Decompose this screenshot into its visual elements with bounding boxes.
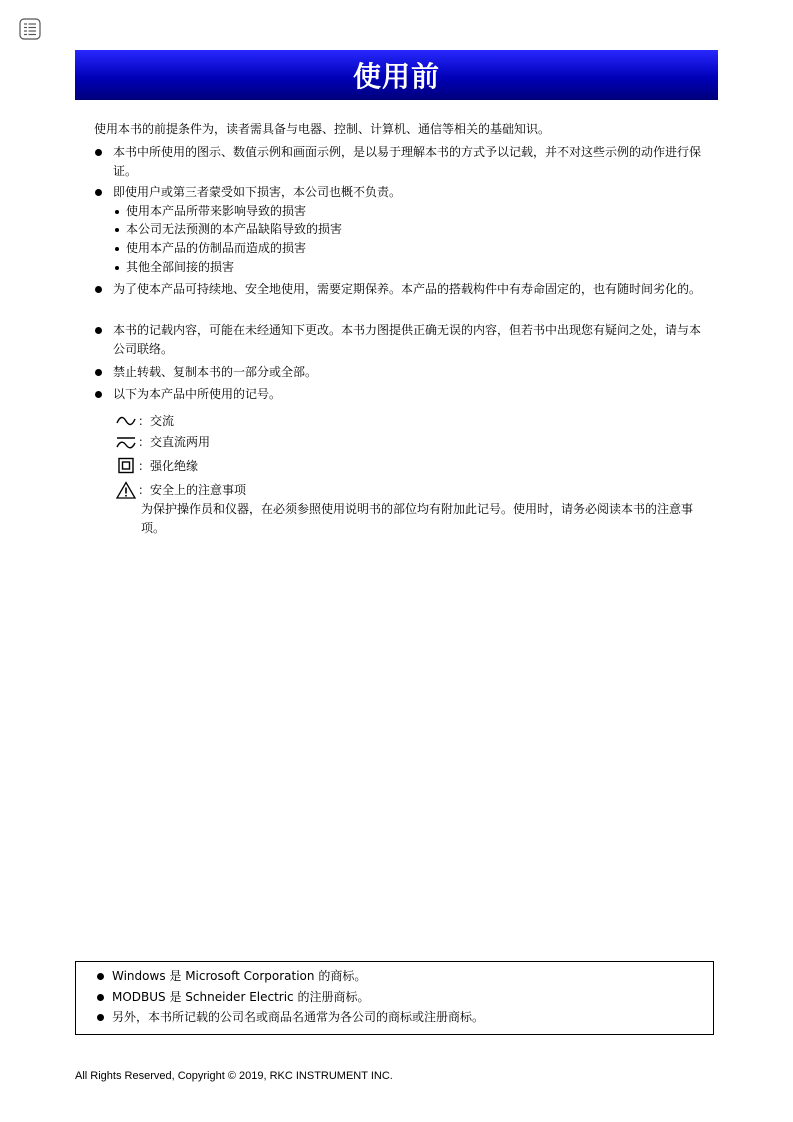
bullet-dot <box>95 149 102 156</box>
trademark-text: Windows 是 Microsoft Corporation 的商标。 <box>112 969 367 983</box>
bullet-dot <box>95 391 102 398</box>
bullet-text: 为了使本产品可持续地、安全地使用，需要定期保养。本产品的搭载构件中有寿命固定的，也有随时间劣化的。 <box>113 282 702 296</box>
symbol-note: 为保护操作员和仪器，在必须参照使用说明书的部位均有附加此记号。使用时，请务必阅读本书的注意事项。 <box>141 502 694 535</box>
ac-wave-icon <box>116 412 136 430</box>
trademark-box <box>75 961 714 1035</box>
trademark-text: MODBUS 是 Schneider Electric 的注册商标。 <box>112 990 370 1004</box>
bullet-dot <box>97 973 104 980</box>
bullet-dot <box>95 189 102 196</box>
bullet-dot <box>97 1014 104 1021</box>
bullet-text: 本书的记载内容，可能在未经通知下更改。本书力图提供正确无误的内容，但若书中出现您有疑问之处，请与本公司联络。 <box>113 323 702 356</box>
damage-text: 使用本产品的仿制品而造成的损害 <box>126 241 307 255</box>
damage-text: 其他全部间接的损害 <box>126 260 235 274</box>
damage-text: 使用本产品所带来影响导致的损害 <box>126 204 307 218</box>
bullet-text: 即使用户或第三者蒙受如下损害，本公司也概不负责。 <box>113 185 402 199</box>
bullet-dot <box>97 994 104 1001</box>
sub-bullet-dot <box>115 266 119 270</box>
trademark-text: 另外，本书所记载的公司名或商品名通常为各公司的商标或注册商标。 <box>112 1010 485 1024</box>
warning-triangle-icon <box>116 481 136 499</box>
symbol-text: ：安全上的注意事项 <box>138 483 247 497</box>
intro-paragraph: 使用本书的前提条件为，读者需具备与电器、控制、计算机、通信等相关的基础知识。 <box>94 122 551 136</box>
bullet-dot <box>95 369 102 376</box>
symbol-text: ：强化绝缘 <box>138 459 199 473</box>
symbol-text: ：交流 <box>138 414 175 428</box>
sub-bullet-dot <box>115 247 119 251</box>
double-insulation-icon <box>116 457 136 475</box>
document-list-icon <box>19 18 41 40</box>
bullet-text: 禁止转载、复制本书的一部分或全部。 <box>113 365 318 379</box>
bullet-text: 本书中所使用的图示、数值示例和画面示例，是以易于理解本书的方式予以记载，并不对这些示例的动作进行保证。 <box>113 145 702 178</box>
sub-bullet-dot <box>115 228 119 232</box>
damage-text: 本公司无法预测的本产品缺陷导致的损害 <box>126 222 343 236</box>
bullet-dot <box>95 286 102 293</box>
sub-bullet-dot <box>115 210 119 214</box>
symbol-text: ：交直流两用 <box>138 435 211 449</box>
copyright-notice: All Rights Reserved, Copyright © 2019, RKC INSTRUMENT INC. <box>75 1070 393 1082</box>
page-title: 使用前 <box>352 60 440 93</box>
ac-dc-icon <box>116 433 136 451</box>
title-banner <box>75 50 718 100</box>
bullet-dot <box>95 327 102 334</box>
bullet-text: 以下为本产品中所使用的记号。 <box>113 387 282 401</box>
